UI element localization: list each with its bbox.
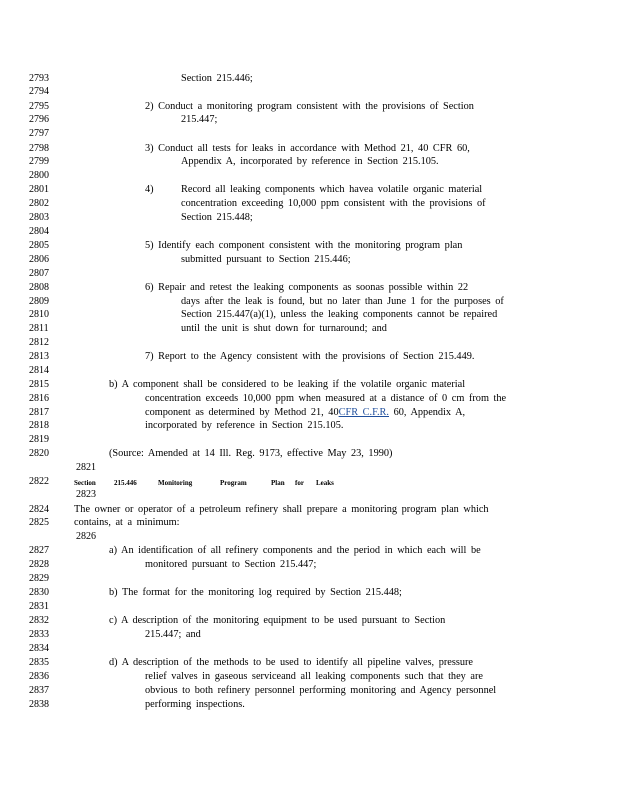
line-number: 2803 [29, 212, 49, 223]
text-line: obvious to both refinery personnel performing monitoring and Agency personnel [145, 685, 497, 696]
line-number: 2806 [29, 254, 49, 265]
line-number: 2807 [29, 268, 49, 279]
line-number: 2801 [29, 184, 49, 195]
line-number: 2817 [29, 407, 49, 418]
line-number: 2793 [29, 73, 49, 84]
text-line: days after the leak is found, but no later than June 1 for the purposes of [181, 296, 504, 307]
text-line: until the unit is shut down for turnaround; and [181, 323, 387, 334]
line-number: 2831 [29, 601, 49, 612]
section-intro: The owner or operator of a petroleum refinery shall prepare a monitoring program plan which [74, 504, 489, 515]
line-number: 2795 [29, 101, 49, 112]
text-line: concentration exceeds 10,000 ppm when measured at a distance of 0 cm from the [145, 393, 507, 404]
line-number: 2823 [76, 489, 96, 500]
line-number: 2809 [29, 296, 49, 307]
line-number: 2797 [29, 128, 49, 139]
line-number: 2834 [29, 643, 49, 654]
line-number: 2818 [29, 420, 49, 431]
text-line: 215.447; [181, 114, 218, 125]
list-item-4-marker: 4) [145, 184, 154, 195]
line-number: 2829 [29, 573, 49, 584]
line-number: 2836 [29, 671, 49, 682]
text-line: monitored pursuant to Section 215.447; [145, 559, 317, 570]
list-item-d: d) A description of the methods to be used to identify all pipeline valves, pressure [109, 657, 474, 668]
section-heading-word: Section [74, 479, 96, 487]
text-line: relief valves in gaseous serviceand all leaking components such that they are [145, 671, 483, 682]
text-segment: component as determined by Method 21, 40 [145, 407, 339, 418]
text-line: submitted pursuant to Section 215.446; [181, 254, 351, 265]
line-number: 2808 [29, 282, 49, 293]
section-heading-word: Program [220, 479, 247, 487]
line-number: 2816 [29, 393, 49, 404]
line-number: 2835 [29, 657, 49, 668]
line-number: 2815 [29, 379, 49, 390]
source-note: (Source: Amended at 14 Ill. Reg. 9173, effective May 23, 1990) [109, 448, 393, 459]
line-number: 2813 [29, 351, 49, 362]
line-number: 2832 [29, 615, 49, 626]
list-item-3: 3) Conduct all tests for leaks in accordance with Method 21, 40 CFR 60, [145, 143, 470, 154]
line-number: 2838 [29, 699, 49, 710]
section-heading-word: for [295, 479, 304, 487]
line-number: 2820 [29, 448, 49, 459]
line-number: 2810 [29, 309, 49, 320]
text-line: contains, at a minimum: [74, 517, 180, 528]
text-line: Section 215.448; [181, 212, 253, 223]
text-line: performing inspections. [145, 699, 245, 710]
line-number: 2799 [29, 156, 49, 167]
list-item-6: 6) Repair and retest the leaking components as soonas possible within 22 [145, 282, 469, 293]
line-number: 2825 [29, 517, 49, 528]
line-number: 2804 [29, 226, 49, 237]
text-line: Section 215.447(a)(1), unless the leaking components cannot be repaired [181, 309, 498, 320]
line-number: 2826 [76, 531, 96, 542]
paragraph-b: b) A component shall be considered to be leaking if the volatile organic material [109, 379, 466, 390]
line-number: 2822 [29, 476, 49, 487]
list-item-b: b) The format for the monitoring log required by Section 215.448; [109, 587, 402, 598]
list-item-a: a) An identification of all refinery components and the period in which each will be [109, 545, 481, 556]
line-number: 2802 [29, 198, 49, 209]
line-number: 2824 [29, 504, 49, 515]
text-line: incorporated by reference in Section 215.105. [145, 420, 344, 431]
list-item-7: 7) Report to the Agency consistent with the provisions of Section 215.449. [145, 351, 475, 362]
line-number: 2819 [29, 434, 49, 445]
line-number: 2827 [29, 545, 49, 556]
list-item-2: 2) Conduct a monitoring program consistent with the provisions of Section [145, 101, 474, 112]
text-line: 215.447; and [145, 629, 201, 640]
text-line: Appendix A, incorporated by reference in Section 215.105. [181, 156, 439, 167]
list-item-5: 5) Identify each component consistent with the monitoring program plan [145, 240, 463, 251]
text-line: Section 215.446; [181, 73, 253, 84]
line-number: 2800 [29, 170, 49, 181]
line-number: 2796 [29, 114, 49, 125]
line-number: 2833 [29, 629, 49, 640]
line-number: 2812 [29, 337, 49, 348]
line-number: 2814 [29, 365, 49, 376]
line-number: 2811 [29, 323, 49, 334]
section-heading-word: 215.446 [114, 479, 137, 487]
line-number: 2798 [29, 143, 49, 154]
line-number: 2837 [29, 685, 49, 696]
line-number: 2805 [29, 240, 49, 251]
section-heading-word: Leaks [316, 479, 334, 487]
list-item-c: c) A description of the monitoring equipment to be used pursuant to Section [109, 615, 446, 626]
line-number: 2794 [29, 86, 49, 97]
line-number: 2828 [29, 559, 49, 570]
section-heading-word: Monitoring [158, 479, 193, 487]
text-line: concentration exceeding 10,000 ppm consistent with the provisions of [181, 198, 486, 209]
line-number: 2821 [76, 462, 96, 473]
line-number: 2830 [29, 587, 49, 598]
section-heading-word: Plan [271, 479, 285, 487]
text-segment: 60, Appendix A, [393, 407, 466, 418]
text-line [145, 407, 465, 419]
cfr-link[interactable]: CFR C.F.R. [338, 407, 389, 418]
list-item-4: Record all leaking components which havea volatile organic material [181, 184, 483, 195]
